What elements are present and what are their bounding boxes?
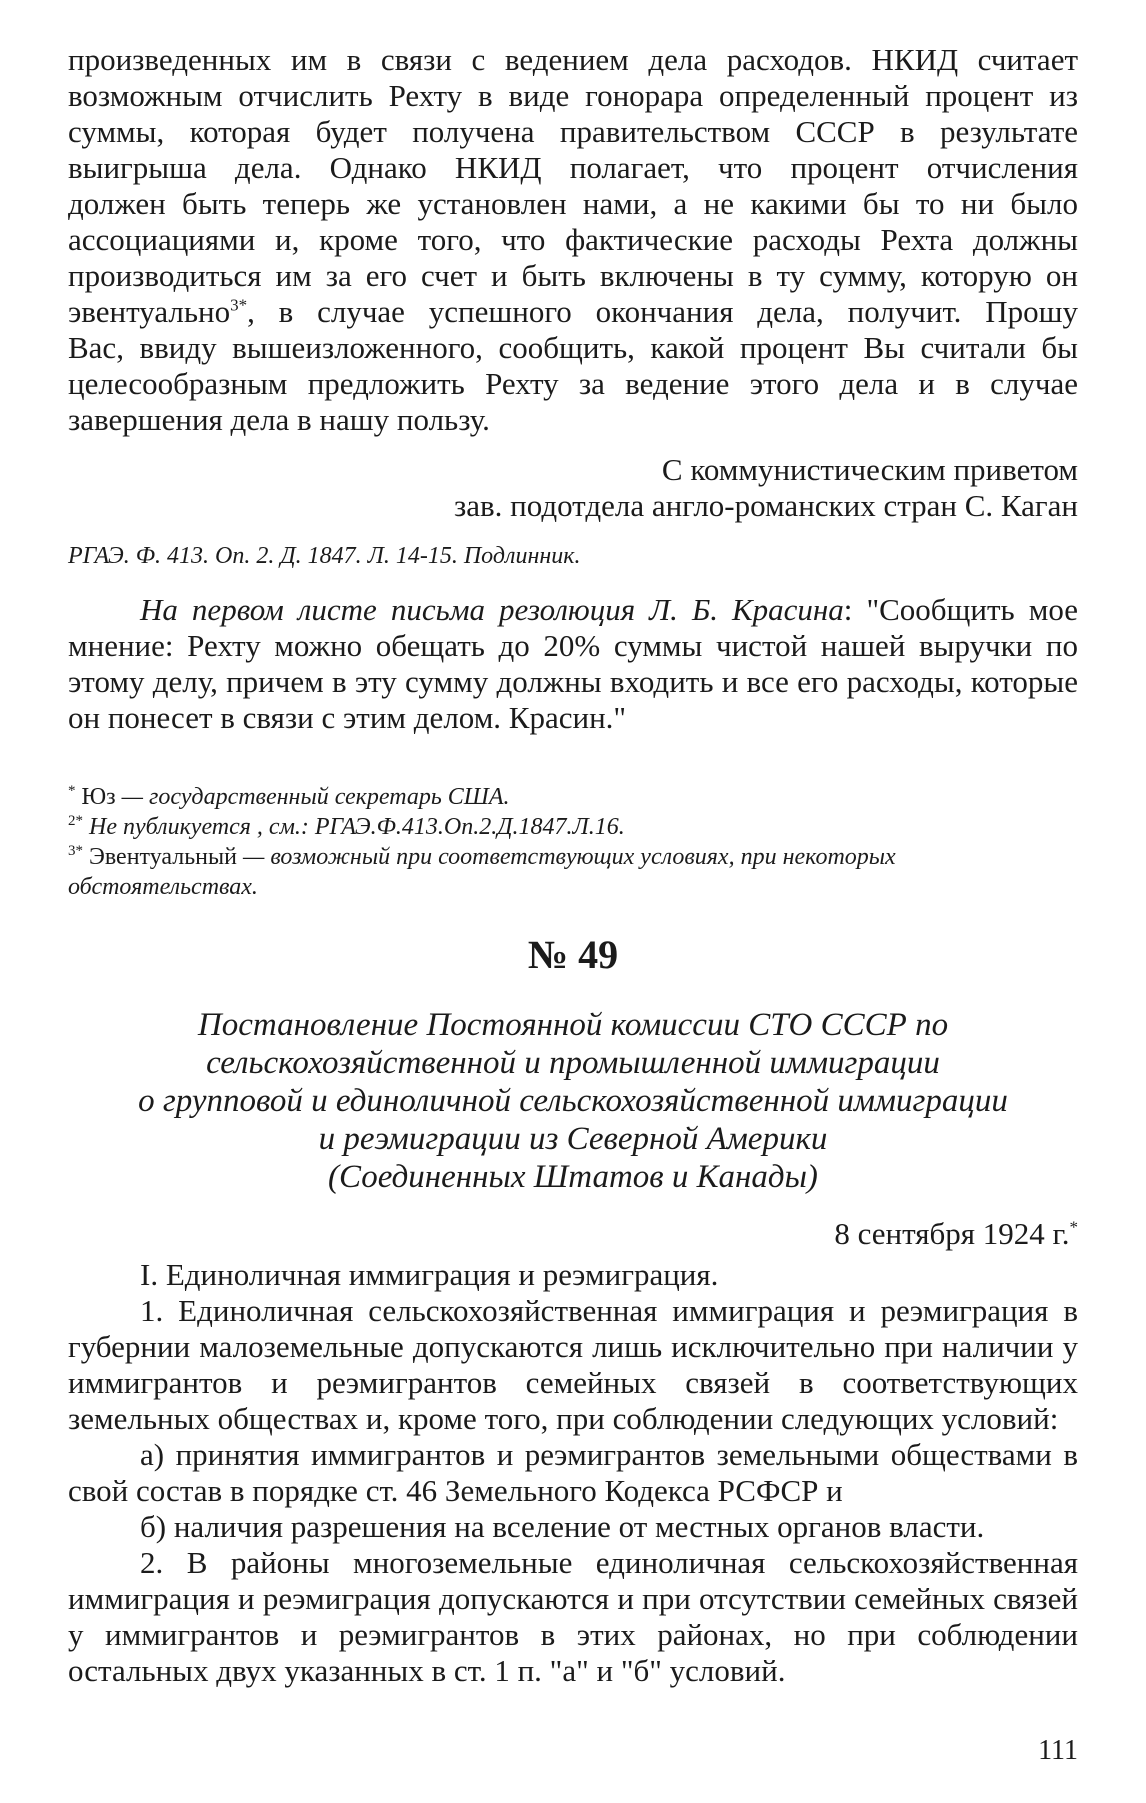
- footnote-term: Юз: [81, 784, 116, 810]
- decree-body: [68, 1257, 1078, 1689]
- archive-reference: РГАЭ. Ф. 413. Оп. 2. Д. 1847. Л. 14-15. Подлинник.: [68, 543, 581, 569]
- footnote-term: Эвентуальный: [89, 844, 237, 870]
- text-line: целесообразным предложить Рехту за ведение этого дела и в случае: [68, 366, 1078, 401]
- date-text: 8 сентября 1924 г.: [834, 1216, 1070, 1251]
- footnote-mark: 3*: [68, 843, 83, 859]
- text-line: суммы, которая будет получена правительством СССР в результате: [68, 114, 1078, 149]
- title-line: Постановление Постоянной комиссии СТО СССР по: [197, 1007, 949, 1043]
- footnote-ref: 3*: [230, 295, 248, 315]
- text-line: Вас, ввиду вышеизложенного, сообщить, какой процент Вы считали бы: [68, 330, 1078, 365]
- text-line: [68, 294, 1078, 330]
- text-line: выигрыша дела. Однако НКИД полагает, что процент отчисления: [68, 150, 1078, 185]
- text-line: возможным отчислить Рехту в виде гонорара определенный процент из: [68, 78, 1078, 113]
- resolution-text: "Сообщить мое мнение: Рехту можно обещать до 20% суммы чистой нашей выручки по этому делу, причем в эту сумму должны входить и все его расходы, которые он понесет в связи с этим делом. Красин.": [68, 592, 1078, 735]
- footnote: [68, 842, 1078, 902]
- title-line: и реэмиграции из Северной Америки: [318, 1121, 828, 1157]
- text-line: завершения дела в нашу пользу.: [68, 402, 490, 437]
- document-number: № 49: [527, 932, 619, 977]
- document-date: [68, 1216, 1078, 1252]
- greeting: С коммунистическим приветом: [661, 452, 1078, 487]
- paragraph: 1. Единоличная сельскохозяйственная иммиграция и реэмиграция в губернии малоземельные допускаются лишь исключительно при наличии у иммигрантов и реэмигрантов семейных связей в соответствующих земельных обществах и, кроме того, при соблюдении следующих условий:: [68, 1293, 1078, 1436]
- resolution-colon: :: [843, 592, 853, 627]
- text-line: ассоциациями и, кроме того, что фактические расходы Рехта должны: [68, 222, 1078, 257]
- footnote-text: — государственный секретарь США.: [115, 784, 510, 810]
- signer: зав. подотдела англо-романских стран С. Каган: [453, 488, 1078, 523]
- footnote-text: — возможный при соответствующих условиях, при некоторых обстоятельствах.: [68, 844, 896, 900]
- text-line: произведенных им в связи с ведением дела расходов. НКИД считает: [68, 42, 1078, 77]
- section-heading: I. Единоличная иммиграция и реэмиграция.: [140, 1257, 719, 1292]
- text-fragment: , в случае успешного окончания дела, получит. Прошу: [247, 294, 1078, 329]
- footnote-text: Не публикуется , см.: РГАЭ.Ф.413.Оп.2.Д.1847.Л.16.: [89, 814, 625, 840]
- paragraph: 2. В районы многоземельные единоличная сельскохозяйственная иммиграция и реэмиграция допускаются и при отсутствии семейных связей у иммигрантов и реэмигрантов в этих районах, но при соблюдении остальных двух указанных в ст. 1 п. "а" и "б" условий.: [68, 1545, 1078, 1688]
- resolution-note: [68, 592, 1078, 736]
- signature-block: [68, 452, 1078, 524]
- paragraph: а) принятия иммигрантов и реэмигрантов земельными обществами в свой состав в порядке ст. 46 Земельного Кодекса РСФСР и: [68, 1437, 1078, 1508]
- footnotes: [68, 782, 1078, 902]
- footnote-mark: *: [68, 783, 76, 799]
- title-line: сельскохозяйственной и промышленной иммиграции: [206, 1045, 940, 1081]
- footnote: [68, 782, 1078, 812]
- document-title: [68, 1006, 1078, 1196]
- text-line: производиться им за его счет и быть включены в ту сумму, которую он: [68, 258, 1078, 293]
- paragraph: б) наличия разрешения на вселение от местных органов власти.: [140, 1509, 985, 1544]
- text-line: должен быть теперь же установлен нами, а не какими бы то ни было: [68, 186, 1078, 221]
- title-line: (Соединенных Штатов и Канады): [328, 1159, 818, 1195]
- title-line: о групповой и единоличной сельскохозяйственной иммиграции: [138, 1083, 1008, 1119]
- date-footnote-mark: *: [1069, 1217, 1078, 1237]
- footnote: [68, 812, 1078, 842]
- resolution-intro: На первом листе письма резолюция Л. Б. Красина: [140, 592, 844, 627]
- word-eventually: эвентуально: [68, 294, 231, 329]
- footnote-mark: 2*: [68, 813, 83, 829]
- letter-text: [68, 42, 1078, 438]
- page-number: 111: [1038, 1735, 1078, 1766]
